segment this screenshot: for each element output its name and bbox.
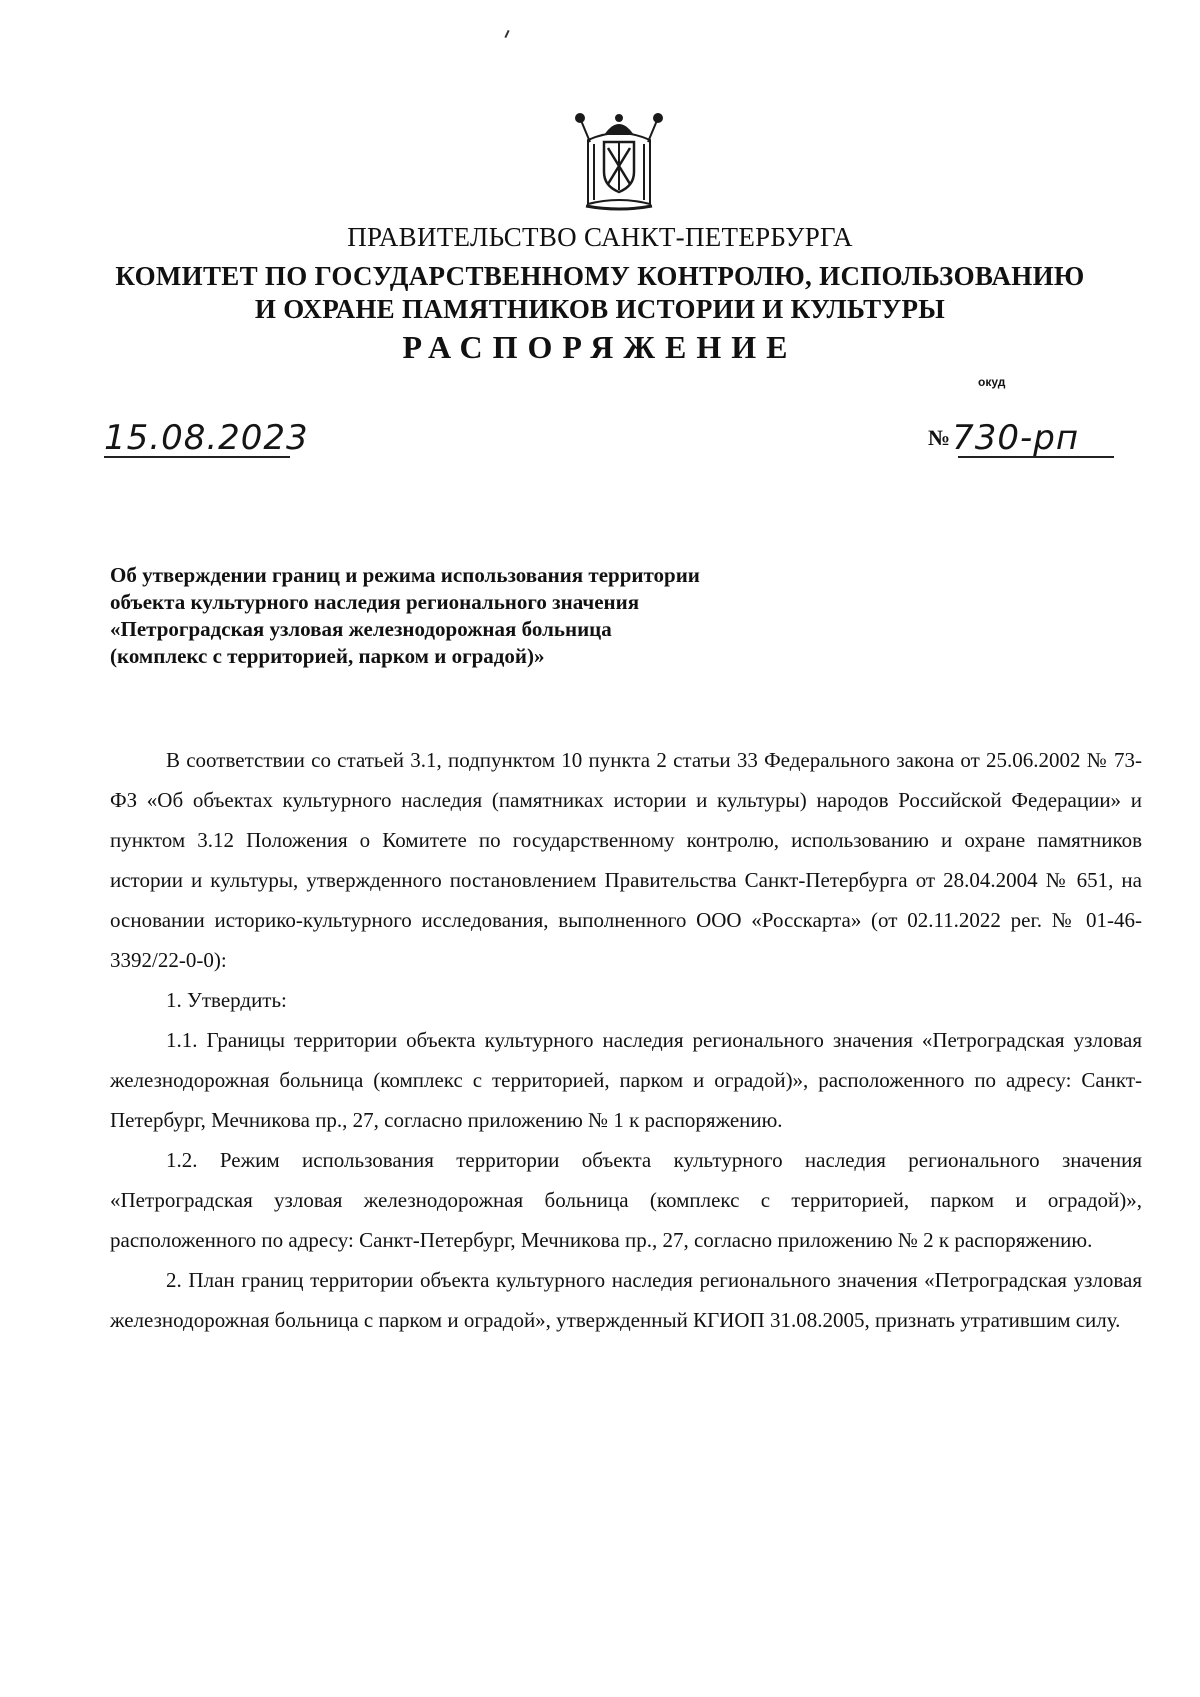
subject-line: «Петроградская узловая железнодорожная больница <box>110 617 612 641</box>
document-subject <box>110 562 830 670</box>
stray-pen-mark <box>504 30 509 38</box>
clause-1-1: 1.1. Границы территории объекта культурного наследия регионального значения «Петроградская узловая железнодорожная больница (комплекс с территорией, парком и оградой)», расположенного по адресу: Санкт-Петербург, Мечникова пр., 27, согласно приложению № 1 к распоряжению. <box>110 1028 1142 1132</box>
okud-label: окуд <box>978 375 1006 389</box>
committee-line-2: И ОХРАНЕ ПАМЯТНИКОВ ИСТОРИИ И КУЛЬТУРЫ <box>254 294 946 324</box>
document-body <box>110 740 1142 1340</box>
government-title: ПРАВИТЕЛЬСТВО САНКТ-ПЕТЕРБУРГА <box>347 222 853 252</box>
clause-1-2: 1.2. Режим использования территории объекта культурного наследия регионального значения «Петроградская узловая железнодорожная больница (комплекс с территорией, парком и оградой)», расположенного по адресу: Санкт-Петербург, Мечникова пр., 27, согласно приложению № 2 к распоряжению. <box>110 1148 1142 1252</box>
document-date: 15.08.2023 <box>104 418 309 458</box>
document-number-field <box>928 418 1114 458</box>
coat-of-arms-icon <box>574 112 664 212</box>
committee-name <box>0 260 1200 326</box>
subject-line: Об утверждении границ и режима использования территории <box>110 563 700 587</box>
document-type: РАСПОРЯЖЕНИЕ <box>402 329 798 365</box>
clause-1: 1. Утвердить: <box>166 988 287 1012</box>
document-number: 730-рп <box>952 418 1080 458</box>
preamble-paragraph: В соответствии со статьей 3.1, подпунктом 10 пункта 2 статьи 33 Федерального закона от 25.06.2002 № 73-ФЗ «Об объектах культурного наследия (памятниках истории и культуры) народов Российской Федерации» и пунктом 3.12 Положения о Комитете по государственному контролю, использованию и охране памятников истории и культуры, утвержденного постановлением Правительства Санкт-Петербурга от 28.04.2004 № 651, на основании историко-культурного исследования, выполненного ООО «Росскарта» (от 02.11.2022 рег. № 01-46-3392/22-0-0): <box>110 748 1142 972</box>
subject-line: (комплекс с территорией, парком и оградой)» <box>110 644 545 668</box>
clause-2: 2. План границ территории объекта культурного наследия регионального значения «Петроградская узловая железнодорожная больница с парком и оградой», утвержденный КГИОП 31.08.2005, признать утратившим силу. <box>110 1268 1142 1332</box>
document-date-field <box>104 418 309 458</box>
number-sign: № <box>928 425 951 450</box>
committee-line-1: КОМИТЕТ ПО ГОСУДАРСТВЕННОМУ КОНТРОЛЮ, ИСПОЛЬЗОВАНИЮ <box>115 261 1085 291</box>
subject-line: объекта культурного наследия регионального значения <box>110 590 640 614</box>
